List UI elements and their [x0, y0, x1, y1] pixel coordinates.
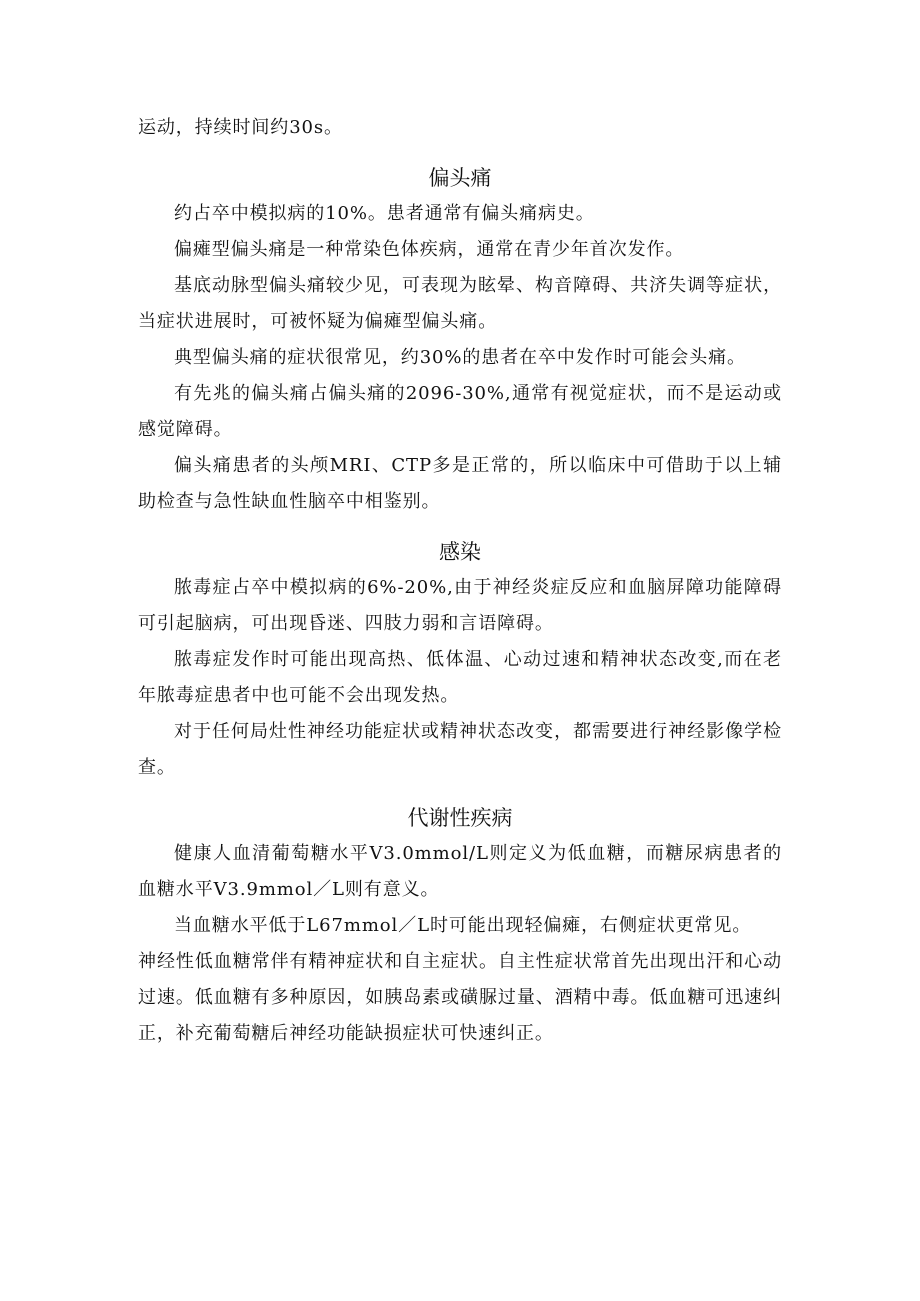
intro-paragraph: 运动，持续时间约30s。: [138, 117, 343, 138]
paragraph: 神经性低血糖常伴有精神症状和自主症状。自主性症状常首先出现出汗和心动过速。低血糖有多种原因，如胰岛素或磺脲过量、酒精中毒。低血糖可迅速纠正，补充葡萄糖后神经功能缺损症状可快速纠正。: [138, 951, 782, 1044]
paragraph: 健康人血清葡萄糖水平V3.0mmol/L则定义为低血糖，而糖尿病患者的血糖水平V3.9mmol／L则有意义。: [138, 843, 782, 900]
section-heading: 偏头痛: [428, 166, 492, 190]
paragraph: 基底动脉型偏头痛较少见，可表现为眩晕、构音障碍、共济失调等症状，当症状进展时，可被怀疑为偏瘫型偏头痛。: [138, 275, 782, 332]
paragraph: 对于任何局灶性神经功能症状或精神状态改变，都需要进行神经影像学检查。: [138, 721, 782, 778]
paragraph: 偏头痛患者的头颅MRI、CTP多是正常的，所以临床中可借助于以上辅助检查与急性缺血性脑卒中相鉴别。: [138, 455, 782, 512]
paragraph: 脓毒症占卒中模拟病的6%-20%,由于神经炎症反应和血脑屏障功能障碍可引起脑病，可出现昏迷、四肢力弱和言语障碍。: [138, 577, 782, 634]
paragraph: 典型偏头痛的症状很常见，约30%的患者在卒中发作时可能会头痛。: [174, 347, 746, 368]
paragraph: 脓毒症发作时可能出现高热、低体温、心动过速和精神状态改变,而在老年脓毒症患者中也可能不会出现发热。: [138, 649, 782, 706]
paragraph: 约占卒中模拟病的10%。患者通常有偏头痛病史。: [174, 203, 595, 224]
paragraph: 当血糖水平低于L67mmol／L时可能出现轻偏瘫，右侧症状更常见。: [174, 915, 752, 936]
section-metabolic: [138, 800, 782, 1052]
section-migraine: [138, 160, 782, 520]
paragraph: 偏瘫型偏头痛是一种常染色体疾病，通常在青少年首次发作。: [174, 239, 685, 260]
section-heading: 感染: [439, 540, 481, 564]
section-infection: [138, 534, 782, 786]
paragraph: 有先兆的偏头痛占偏头痛的2096-30%,通常有视觉症状，而不是运动或感觉障碍。: [138, 383, 782, 440]
section-heading: 代谢性疾病: [407, 806, 513, 830]
